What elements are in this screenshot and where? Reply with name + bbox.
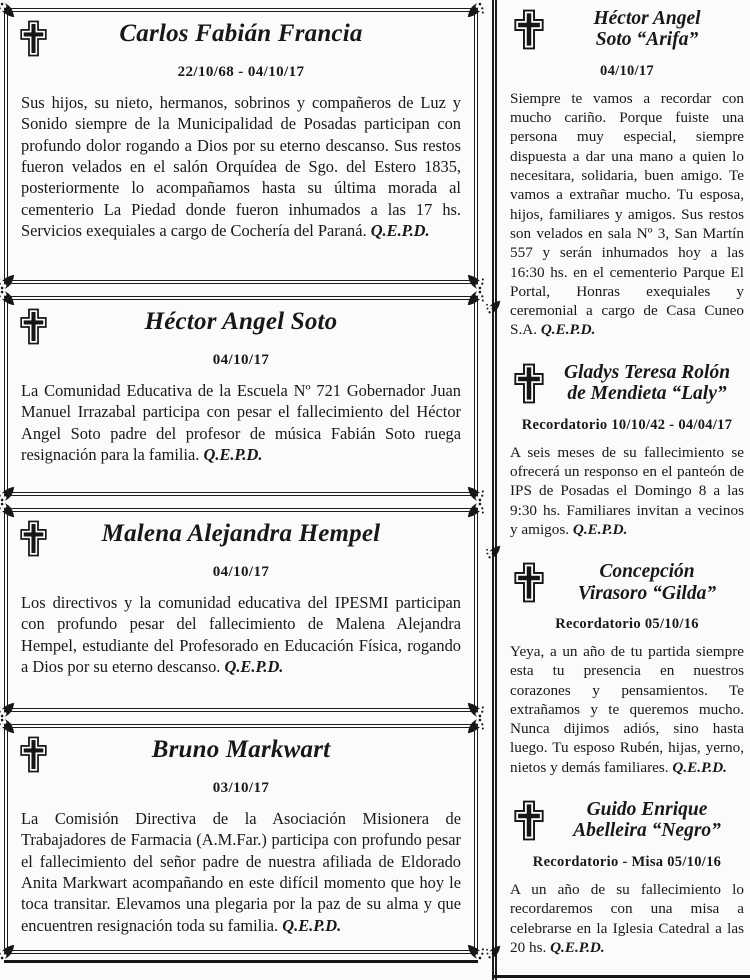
deceased-name — [550, 799, 744, 842]
qepd-label: Q.E.P.D. — [540, 321, 596, 339]
name-line: de Mendieta “Laly” — [567, 383, 727, 405]
notice-text: Yeya, a un año de tu partida siempre esta tu presencia en nuestros corazones y pensamientos. Te extrañamos y te queremos mucho. Nunca dijimos adiós, sino hasta luego. Tu esposo Rubén, hijas, yerno, nietos y demás familiares. — [510, 642, 744, 776]
notice-date: 04/10/17 — [212, 564, 270, 580]
notice-body — [21, 380, 461, 465]
notice-text: Los directivos y la comunidad educativa del IPESMI participan con profundo pesar del fallecimiento de Malena Alejandra Hempel, estudiante del Profesorado en Educación Física, rogando a Dios por su eterno descanso. — [21, 593, 461, 676]
floral-ornament-icon — [0, 501, 15, 518]
notice-date: Recordatorio 10/10/42 - 04/04/17 — [521, 416, 733, 433]
notice-header — [510, 362, 744, 405]
name-line: Abelleira “Negro” — [573, 820, 721, 842]
notice-text: La Comisión Directiva de la Asociación Misionera de Trabajadores de Farmacia (A.M.Far.) participa con profundo pesar el fallecimiento del señor padre de nuestra afiliada de Eldorado Anita Markwart acompañando en este difícil momento que hoy le toca transitar. Elevamos una plegaria por la paz de su alma y que encuentren resignación toda su familia. — [21, 809, 461, 935]
floral-ornament-icon — [0, 944, 15, 961]
notice-body — [21, 92, 461, 241]
floral-ornament-icon — [467, 501, 484, 518]
obituary-notice — [4, 724, 478, 954]
name-line: Concepción — [599, 561, 695, 583]
deceased-name — [550, 362, 744, 405]
name-line: Soto “Arifa” — [595, 29, 699, 51]
notice-body — [510, 880, 744, 957]
notice-date: 03/10/17 — [212, 780, 270, 796]
obituary-notice — [4, 296, 478, 496]
notice-text: A seis meses de su fallecimiento se ofrecerá un responso en el panteón de IPS de Posadas el Domingo 8 a las 9:30 hs. Familiares invitan a vecinos y amigos. — [510, 443, 744, 538]
floral-ornament-icon — [467, 944, 484, 961]
cross-icon — [514, 9, 544, 50]
cross-icon — [514, 562, 544, 603]
notice-header — [510, 799, 744, 842]
notice-text: Sus hijos, su nieto, hermanos, sobrinos y compañeros de Luz y Sonido siempre de la Municipalidad de Posadas participan con profundo dolor rogando a Dios por su eterno descanso. Sus restos fueron velados en el salón Orquídea de Sgo. del Estero 1835, posteriormente lo acompañamos hasta su última morada al cementerio La Piedad donde fueron inhumados a las 17 hs. Servicios exequiales a cargo de Cochería del Paraná. — [21, 93, 461, 240]
cross-icon — [20, 736, 47, 773]
notice-header — [510, 8, 744, 51]
right-column — [492, 0, 750, 980]
cross-icon — [514, 363, 544, 404]
notice-date: 22/10/68 - 04/10/17 — [177, 64, 305, 80]
name-line: Guido Enrique — [586, 799, 708, 821]
notice-date: Recordatorio - Misa 05/10/16 — [532, 853, 722, 870]
floral-ornament-icon — [0, 289, 15, 306]
notice-body — [510, 89, 744, 340]
qepd-label: Q.E.P.D. — [370, 220, 430, 240]
cross-icon — [514, 800, 544, 841]
qepd-label: Q.E.P.D. — [282, 915, 342, 935]
name-line: Virasoro “Gilda” — [577, 582, 717, 604]
obituary-notice — [510, 799, 744, 957]
deceased-name: Malena Alejandra Hempel — [101, 520, 381, 547]
qepd-label: Q.E.P.D. — [672, 758, 727, 776]
cross-icon — [20, 20, 47, 57]
floral-ornament-icon — [486, 545, 501, 560]
partial-rule — [492, 975, 750, 978]
deceased-name — [550, 8, 744, 51]
name-line: Héctor Angel — [593, 8, 701, 29]
name-line: Gladys Teresa Rolón — [563, 361, 731, 383]
qepd-label: Q.E.P.D. — [572, 520, 628, 538]
qepd-label: Q.E.P.D. — [550, 938, 605, 956]
notice-text: A un año de su fallecimiento lo recordaremos con una misa a celebrarse en la Iglesia Catedral a las 20 hs. — [510, 880, 744, 956]
qepd-label: Q.E.P.D. — [224, 656, 284, 676]
deceased-name — [550, 561, 744, 604]
qepd-label: Q.E.P.D. — [203, 444, 263, 464]
floral-ornament-icon — [0, 717, 15, 734]
floral-ornament-icon — [0, 1, 15, 18]
floral-ornament-icon — [467, 717, 484, 734]
floral-ornament-icon — [467, 1, 484, 18]
notice-text: La Comunidad Educativa de la Escuela Nº 721 Gobernador Juan Manuel Irrazabal participa con pesar el fallecimiento del Héctor Angel Soto padre del profesor de música Fabián Soto ruega resignación para la familia. — [21, 381, 461, 464]
notice-date: 04/10/17 — [600, 62, 654, 79]
obituary-notice — [510, 362, 744, 539]
deceased-name: Héctor Angel Soto — [144, 308, 338, 335]
notice-date: Recordatorio 05/10/16 — [555, 615, 699, 632]
floral-ornament-icon — [467, 289, 484, 306]
deceased-name: Bruno Markwart — [151, 736, 331, 763]
obituary-notice — [4, 8, 478, 284]
notice-body — [21, 592, 461, 677]
obituary-notice — [510, 561, 744, 777]
obituary-notice — [510, 8, 744, 340]
cross-icon — [20, 520, 47, 557]
notice-header — [510, 561, 744, 604]
notice-body — [510, 443, 744, 539]
deceased-name: Carlos Fabián Francia — [119, 20, 363, 47]
obituary-notice — [4, 508, 478, 712]
floral-ornament-icon — [486, 945, 501, 960]
notice-text: Siempre te vamos a recordar con mucho cariño. Porque fuiste una persona muy especial, siempre dispuesta a dar una mano a quien lo necesitara, solidaria, buen amigo. Te vamos a extrañar mucho. Tu esposa, hijos, familiares y amigos. Sus restos son velados en sala Nº 3, San Martín 557 y serán inhumados hoy a las 16:30 hs. en el cementerio Parque El Portal, Honras exequiales y ceremonial a cargo de Casa Cuneo S.A. — [510, 89, 744, 339]
notice-body — [510, 642, 744, 777]
notice-date: 04/10/17 — [212, 352, 270, 368]
partial-rule — [4, 960, 478, 963]
floral-ornament-icon — [486, 300, 501, 315]
cross-icon — [20, 308, 47, 345]
notice-body — [21, 808, 461, 936]
